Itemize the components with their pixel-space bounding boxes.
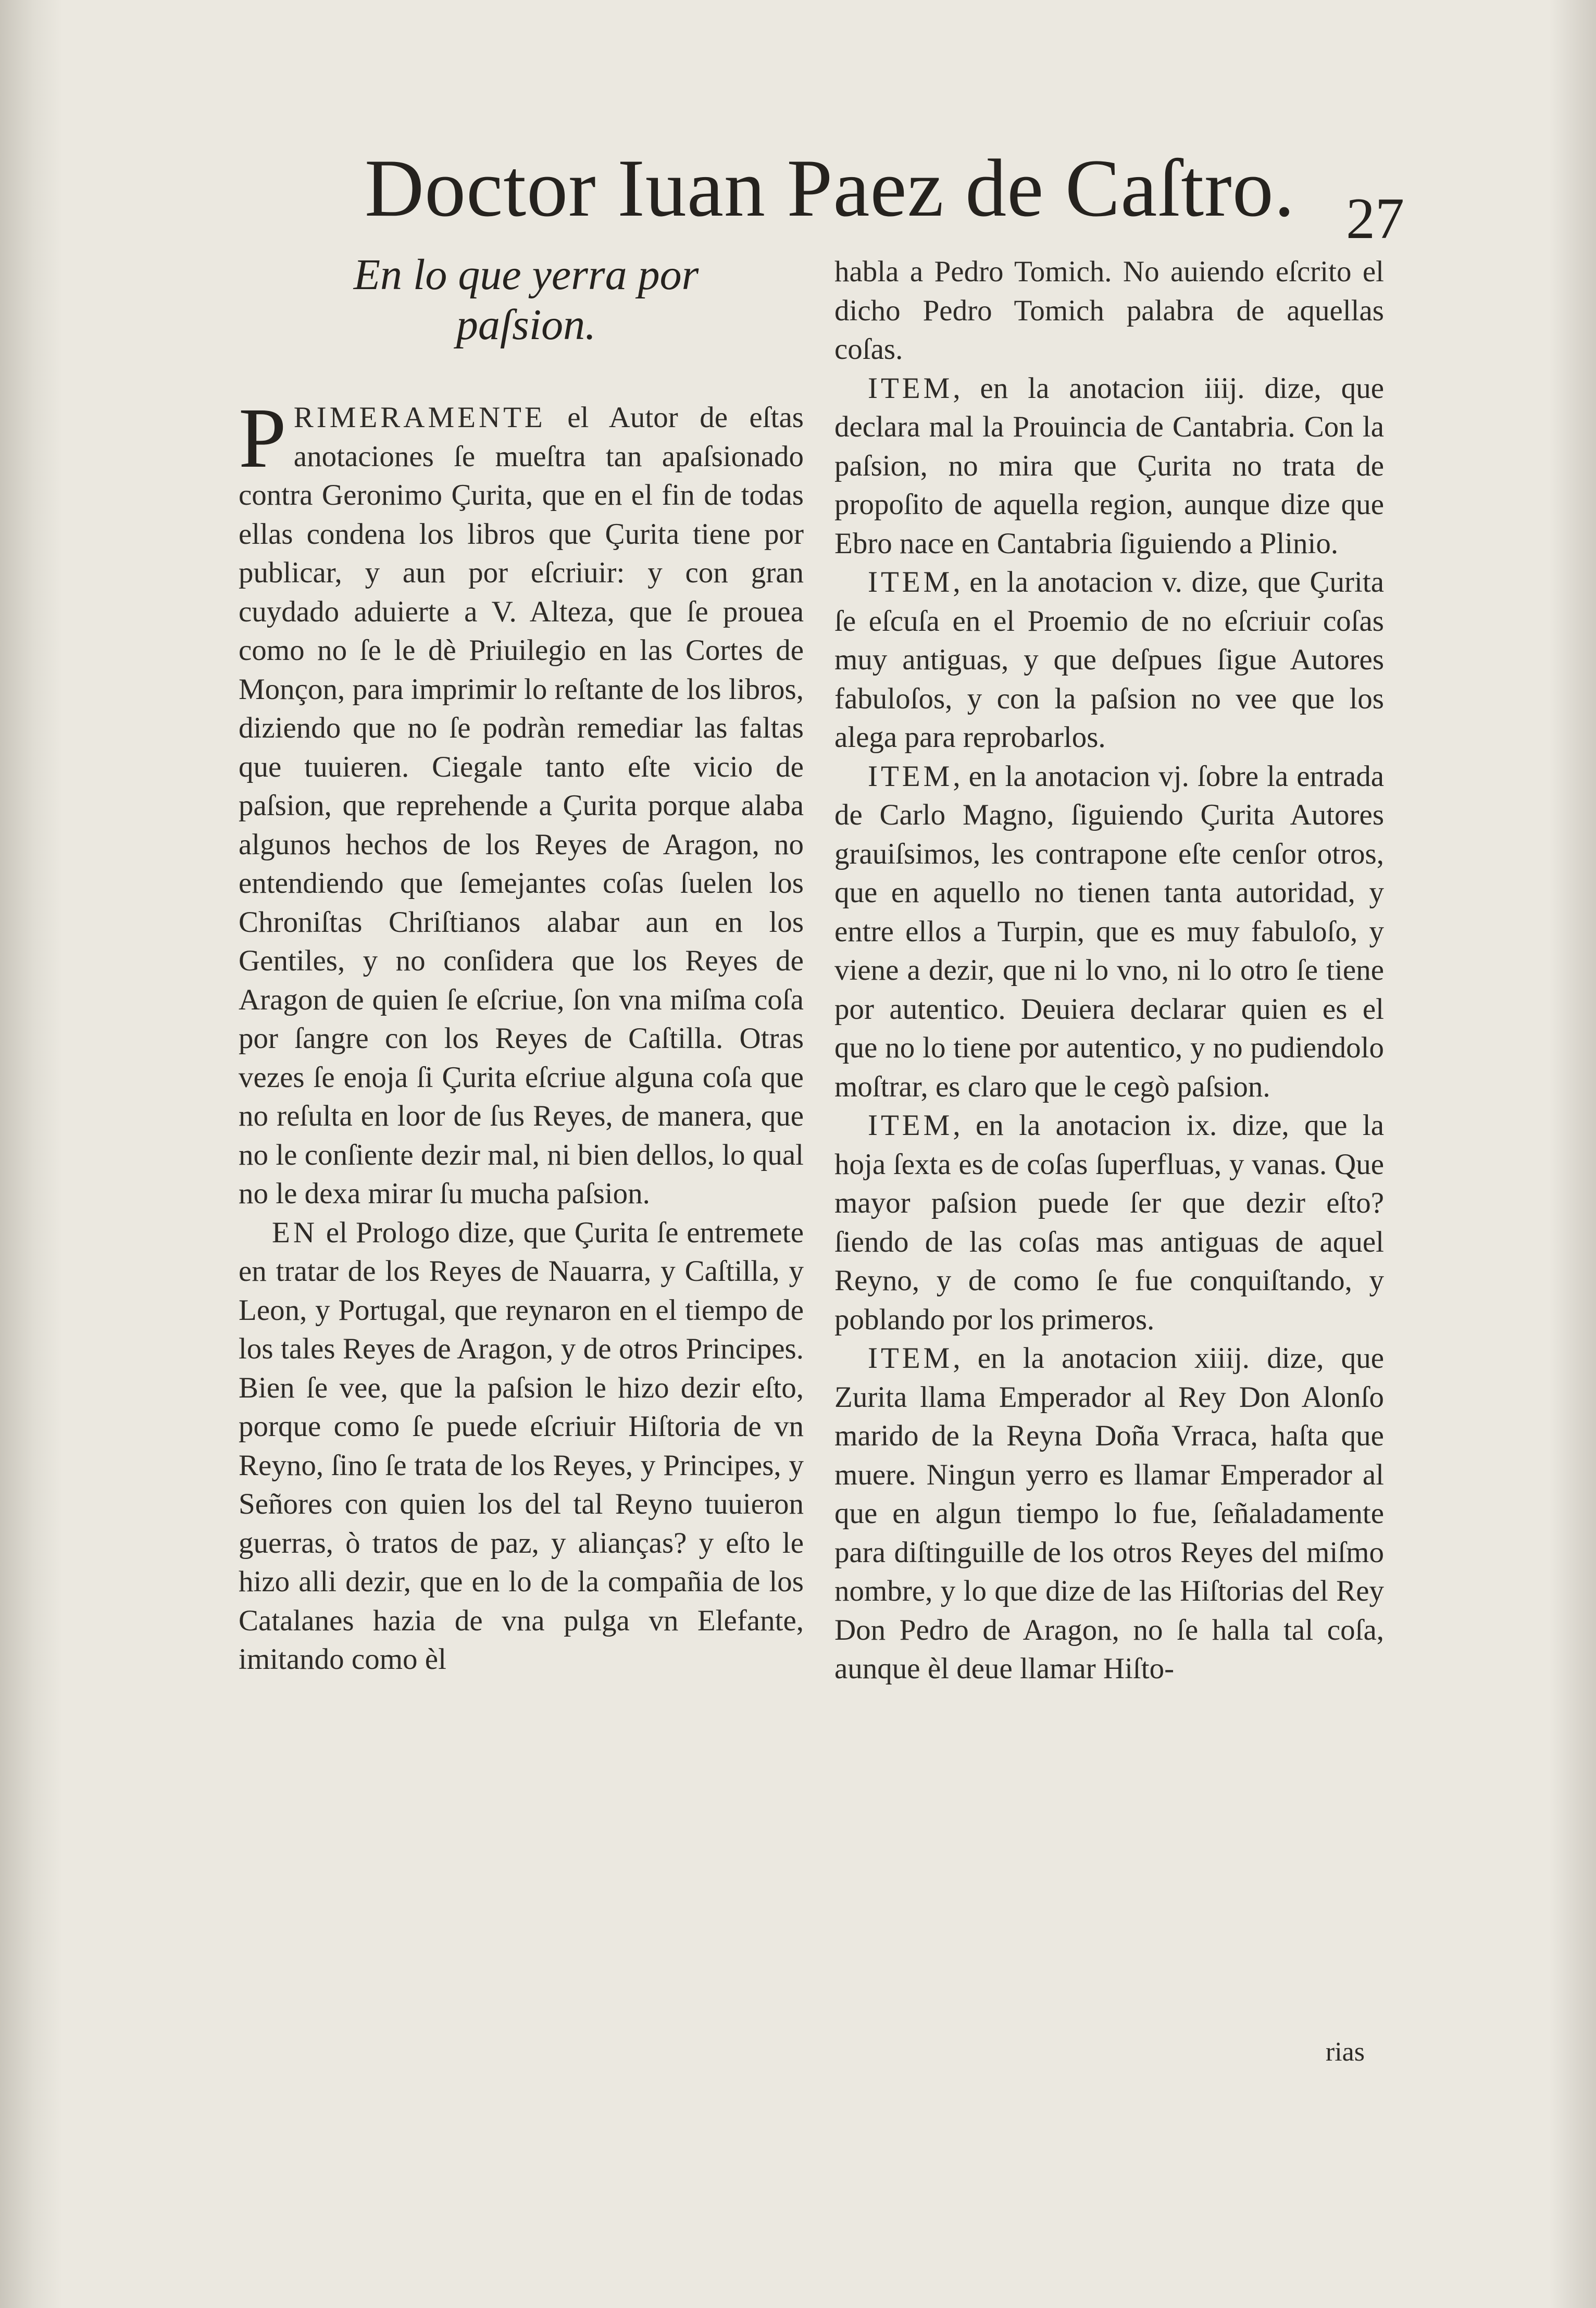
paragraph-lead-word: ITEM bbox=[868, 371, 953, 405]
paragraph-lead-word: ITEM bbox=[868, 759, 953, 793]
paragraph-text: , en la anotacion xiiij. dize, que Zurita llama Emperador al Rey Don Alonſo marido de la Reyna Doña Vrraca, haſta que muere. Ningun yerro es llamar Emperador al que en algun tiempo lo fue, ſeñaladamente para diſtinguille de los otros Reyes del miſmo nombre, y lo que dize de las Hiſtorias del Rey Don Pedro de Aragon, no ſe halla tal coſa, aunque èl deue llamar Hiſto- bbox=[834, 1342, 1384, 1685]
catchword: rias bbox=[1325, 2037, 1365, 2067]
paragraph-item-iiij bbox=[834, 369, 1384, 564]
paragraph-lead-word: RIMERAMENTE bbox=[293, 401, 546, 434]
paragraph-text: el Autor de eſtas anotaciones ſe mueſtra tan apaſsionado contra Geronimo Çurita, que en el fin de todas ellas condena los libros que Çurita tiene por publicar, y aun por eſcriuir: y con gran cuydado aduierte a V. Alteza, que ſe prouea como no ſe le dè Priuilegio en las Cortes de Monçon, para imprimir lo reſtante de los libros, diziendo que no ſe podràn remediar las faltas que tuuieren. Ciegale tanto eſte vicio de paſsion, que reprehende a Çurita porque alaba algunos hechos de los Reyes de Aragon, no entendiendo que ſemejantes coſas ſuelen los Chroniſtas Chriſtianos alabar aun en los Gentiles, y no conſidera que los Reyes de Aragon de quien ſe eſcriue, ſon vna miſma coſa por ſangre con los Reyes de Caſtilla. Otras vezes ſe enoja ſi Çurita eſcriue alguna coſa que no reſulta en loor de ſus Reyes, de manera, que no le conſiente dezir mal, ni bien dellos, lo qual no le dexa mirar ſu mucha paſsion. bbox=[239, 401, 804, 1210]
paragraph-item-xiiij bbox=[834, 1339, 1384, 1689]
section-heading-line-1: En lo que yerra por bbox=[353, 251, 699, 299]
paragraph-text: , en la anotacion ix. dize, que la hoja ſexta es de coſas ſuperfluas, y vanas. Que mayor paſsion puede ſer que dezir eſto? ſiendo de las coſas mas antiguas de aquel Reyno, y de como ſe fue conquiſtando, y poblando por los primeros. bbox=[834, 1109, 1384, 1336]
paragraph-text: , en la anotacion v. dize, que Çurita ſe eſcuſa en el Proemio de no eſcriuir coſas muy antiguas, y que deſpues ſigue Autores fabuloſos, y con la paſsion no vee que los alega para reprobarlos. bbox=[834, 566, 1384, 754]
paragraph-text: , en la anotacion iiij. dize, que declara mal la Prouincia de Cantabria. Con la paſsion, no mira que Çurita no trata de propoſito de aquella region, aunque dize que Ebro nace en Cantabria ſiguiendo a Plinio. bbox=[834, 371, 1384, 560]
paragraph-lead-word: ITEM bbox=[868, 1109, 953, 1142]
left-column bbox=[239, 390, 804, 2018]
drop-cap-initial: P bbox=[239, 390, 286, 485]
paragraph-text: , en la anotacion vj. ſobre la entrada de Carlo Magno, ſiguiendo Çurita Autores grauiſsimos, les contrapone eſte cenſor otros, que en aquello no tienen tanta autoridad, y entre ellos a Turpin, que es muy fabuloſo, y viene a dezir, que ni lo vno, ni lo otro ſe tiene por autentico. Deuiera declarar quien es el que no lo tiene por autentico, y no pudiendolo moſtrar, es claro que le cegò paſsion. bbox=[834, 759, 1384, 1103]
paragraph-lead-word: EN bbox=[272, 1216, 318, 1249]
page-edge-shadow-left bbox=[0, 0, 63, 2308]
section-heading bbox=[292, 250, 760, 370]
page-number: 27 bbox=[1346, 186, 1404, 251]
right-column bbox=[834, 253, 1384, 2065]
paragraph-continuation bbox=[834, 253, 1384, 369]
paragraph-item-v bbox=[834, 563, 1384, 757]
paragraph-lead-word: ITEM bbox=[868, 1342, 953, 1375]
section-heading-line-2: paſsion. bbox=[456, 301, 596, 349]
page-edge-shadow-right bbox=[1549, 0, 1596, 2308]
paragraph-lead-word: ITEM bbox=[868, 566, 953, 598]
running-head: Doctor Iuan Paez de Caſtro. bbox=[365, 143, 1295, 234]
paragraph-en-el-prologo bbox=[239, 1214, 804, 1679]
paragraph-text: el Prologo dize, que Çurita ſe entremete en tratar de los Reyes de Nauarra, y Caſtilla, y Leon, y Portugal, que reynaron en el tiempo de los tales Reyes de Aragon, y de otros Principes. Bien ſe vee, que la paſsion le hizo dezir eſto, porque como ſe puede eſcriuir Hiſtoria de vn Reyno, ſino ſe trata de los Reyes, y Principes, y Señores con quien los del tal Reyno tuuieron guerras, ò tratos de paz, y alianças? y eſto le hizo alli dezir, que en lo de la compañia de los Catalanes hazia de vna pulga vn Elefante, imitando como èl bbox=[239, 1216, 804, 1676]
paragraph-item-vj bbox=[834, 757, 1384, 1107]
paragraph-primeramente bbox=[239, 390, 804, 1214]
paragraph-text: habla a Pedro Tomich. No auiendo eſcrito el dicho Pedro Tomich palabra de aquellas coſas. bbox=[834, 255, 1384, 366]
paragraph-item-ix bbox=[834, 1106, 1384, 1339]
